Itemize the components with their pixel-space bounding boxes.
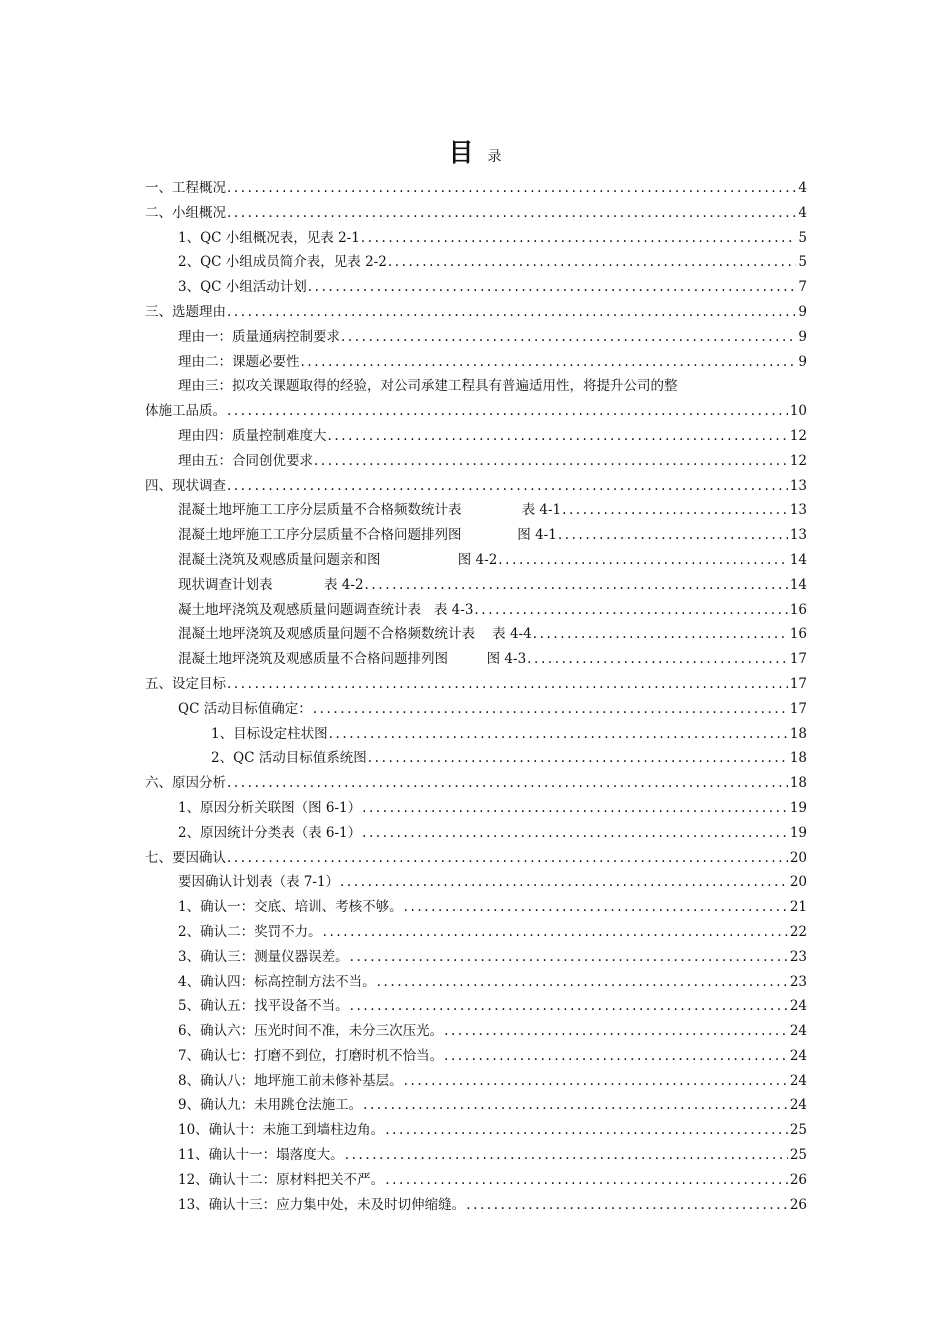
dot-leader [473, 598, 787, 623]
toc-ref-gap [421, 598, 434, 623]
dot-leader [344, 1143, 788, 1168]
toc-page-number: 24 [789, 1072, 807, 1089]
toc-entry[interactable] [145, 548, 807, 573]
dot-leader [367, 746, 788, 771]
toc-page-number: 17 [789, 700, 807, 717]
toc-entry[interactable] [145, 598, 807, 623]
toc-entry-text: QC 活动目标值确定： [178, 700, 312, 717]
dot-leader [327, 424, 788, 449]
dot-leader [339, 870, 788, 895]
toc-entry[interactable] [145, 1118, 807, 1143]
toc-entry-ref: 图 4-2 [457, 551, 498, 568]
toc-entry-text: 1、原因分析关联图（图 6-1） [178, 799, 362, 816]
toc-entry-text: 3、确认三：测量仪器误差。 [178, 948, 349, 965]
dot-leader [443, 1044, 788, 1069]
toc-entry-text: 5、确认五：找平设备不当。 [178, 998, 349, 1015]
dot-leader [526, 647, 788, 672]
toc-entry[interactable] [145, 920, 807, 945]
toc-entry-text: 3、QC 小组活动计划 [178, 279, 307, 296]
toc-entry[interactable] [145, 1093, 807, 1118]
toc-entry-text: 五、设定目标 [145, 675, 226, 692]
toc-page-number: 17 [789, 651, 807, 668]
toc-entry-text: 理由四：质量控制难度大 [178, 427, 327, 444]
toc-entry[interactable] [145, 771, 807, 796]
toc-entry-text: 2、原因统计分类表（表 6-1） [178, 824, 362, 841]
toc-entry-text: 理由五：合同创优要求 [178, 452, 313, 469]
dot-leader [364, 573, 788, 598]
dot-leader [226, 846, 788, 871]
toc-entry[interactable] [145, 201, 807, 226]
toc-entry[interactable] [145, 474, 807, 499]
dot-leader [376, 970, 788, 995]
toc-entry-text: 4、确认四：标高控制方法不当。 [178, 973, 376, 990]
toc-page-number: 9 [798, 328, 807, 345]
toc-page-number: 16 [789, 626, 807, 643]
dot-leader [360, 226, 797, 251]
table-of-contents [145, 176, 807, 1217]
toc-page-number: 16 [789, 601, 807, 618]
toc-entry-text: 1、确认一：交底、培训、考核不够。 [178, 899, 403, 916]
toc-page-number: 24 [789, 1023, 807, 1040]
dot-leader [226, 474, 788, 499]
toc-page-number: 9 [798, 303, 807, 320]
toc-entry[interactable] [145, 250, 807, 275]
toc-title-main: 目 [448, 138, 476, 167]
toc-ref-gap [462, 523, 518, 548]
dot-leader [313, 449, 788, 474]
toc-entry[interactable] [145, 1019, 807, 1044]
dot-leader [226, 672, 788, 697]
toc-page-number: 4 [798, 180, 807, 196]
toc-entry-text: 理由三：拟攻关课题取得的经验，对公司承建工程具有普遍适用性，将提升公司的整 [178, 378, 678, 395]
toc-page-number: 5 [798, 254, 807, 271]
dot-leader [532, 622, 788, 647]
toc-page-number: 13 [789, 477, 807, 494]
toc-page-number: 24 [789, 1047, 807, 1064]
toc-entry[interactable] [145, 846, 807, 871]
toc-page-number: 25 [789, 1122, 807, 1139]
toc-entry-text: 13、确认十三：应力集中处，未及时切伸缩缝。 [178, 1196, 466, 1213]
toc-entry-text: 混凝土地坪施工工序分层质量不合格问题排列图 [178, 527, 462, 544]
toc-entry[interactable] [145, 176, 807, 201]
dot-leader [557, 523, 788, 548]
toc-page-number: 12 [789, 427, 807, 444]
toc-entry[interactable] [145, 1193, 807, 1218]
toc-entry-text: 理由二：课题必要性 [178, 353, 300, 370]
toc-entry[interactable] [145, 1168, 807, 1193]
dot-leader [561, 498, 788, 523]
toc-entry-text: 六、原因分析 [145, 775, 226, 792]
dot-leader [307, 275, 797, 300]
toc-ref-gap [273, 573, 325, 598]
toc-entry-text: 9、确认九：未用跳仓法施工。 [178, 1097, 363, 1114]
toc-page-number: 19 [789, 799, 807, 816]
toc-page-number: 4 [798, 204, 807, 221]
toc-page-number: 26 [789, 1196, 807, 1213]
toc-entry-text: 现状调查计划表 [178, 576, 273, 593]
toc-page-number: 24 [789, 998, 807, 1015]
toc-entry[interactable] [145, 300, 807, 325]
dot-leader [362, 1093, 788, 1118]
toc-page-number: 18 [789, 725, 807, 742]
toc-entry-text: 二、小组概况 [145, 204, 226, 221]
toc-title [0, 133, 950, 169]
toc-entry[interactable] [145, 870, 807, 895]
toc-page-number: 10 [789, 403, 807, 420]
toc-entry[interactable] [145, 672, 807, 697]
dot-leader [340, 325, 796, 350]
toc-page-number: 23 [789, 948, 807, 965]
toc-entry-text: 1、QC 小组概况表，见表 2-1 [178, 229, 360, 246]
toc-page-number: 19 [789, 824, 807, 841]
toc-entry-text: 2、QC 活动目标值系统图 [211, 750, 367, 767]
toc-entry[interactable] [145, 523, 807, 548]
dot-leader [384, 1118, 788, 1143]
dot-leader [328, 722, 788, 747]
dot-leader [322, 920, 788, 945]
toc-entry-ref: 图 4-3 [486, 651, 527, 668]
toc-page-number: 13 [789, 502, 807, 519]
toc-entry-ref: 表 4-3 [433, 601, 474, 618]
toc-entry-text: 12、确认十二：原材料把关不严。 [178, 1171, 385, 1188]
toc-entry-text: 11、确认十一：塌落度大。 [178, 1147, 344, 1164]
dot-leader [312, 697, 788, 722]
toc-ref-gap [475, 622, 492, 647]
dot-leader [226, 399, 788, 424]
toc-entry-text: 2、QC 小组成员简介表，见表 2-2 [178, 254, 387, 271]
toc-entry[interactable] [145, 573, 807, 598]
toc-entry[interactable] [145, 275, 807, 300]
toc-entry[interactable] [145, 498, 807, 523]
toc-entry[interactable] [145, 746, 807, 771]
dot-leader [443, 1019, 788, 1044]
toc-page-number: 12 [789, 452, 807, 469]
toc-entry-text: 四、现状调查 [145, 477, 226, 494]
toc-entry-text: 混凝土浇筑及观感质量问题亲和图 [178, 551, 381, 568]
toc-entry-text: 7、确认七：打磨不到位，打磨时机不恰当。 [178, 1047, 444, 1064]
toc-page-number: 5 [798, 229, 807, 246]
dot-leader [361, 821, 788, 846]
dot-leader [465, 1193, 788, 1218]
toc-entry[interactable] [145, 325, 807, 350]
toc-entry-text: 体施工品质。 [145, 403, 226, 420]
toc-page-number: 24 [789, 1097, 807, 1114]
dot-leader [497, 548, 788, 573]
toc-entry[interactable] [145, 895, 807, 920]
toc-entry-ref: 表 4-2 [324, 576, 364, 593]
toc-entry-text: 10、确认十：未施工到墙柱边角。 [178, 1122, 385, 1139]
toc-entry-text: 6、确认六：压光时间不准，未分三次压光。 [178, 1023, 444, 1040]
toc-entry[interactable] [145, 424, 807, 449]
dot-leader [349, 994, 788, 1019]
dot-leader [403, 895, 788, 920]
dot-leader [384, 1168, 788, 1193]
toc-entry[interactable] [145, 994, 807, 1019]
toc-entry[interactable] [145, 374, 807, 399]
toc-entry[interactable] [145, 449, 807, 474]
toc-entry[interactable] [145, 622, 807, 647]
toc-entry-text: 2、确认二：奖罚不力。 [178, 923, 322, 940]
toc-page-number: 26 [789, 1171, 807, 1188]
toc-entry-ref: 表 4-4 [492, 626, 532, 643]
toc-page-number: 20 [789, 849, 807, 866]
dot-leader [387, 250, 797, 275]
toc-entry[interactable] [145, 350, 807, 375]
toc-page-number: 25 [789, 1147, 807, 1164]
toc-page-number: 7 [798, 279, 807, 296]
toc-entry-ref: 图 4-1 [517, 527, 557, 544]
toc-ref-gap [462, 498, 522, 523]
dot-leader [226, 201, 796, 226]
toc-entry-text: 七、要因确认 [145, 849, 226, 866]
toc-entry[interactable] [145, 821, 807, 846]
toc-page-number: 23 [789, 973, 807, 990]
toc-entry[interactable] [145, 1069, 807, 1094]
toc-page-number: 20 [789, 874, 807, 891]
toc-entry-text: 混凝土地坪浇筑及观感质量不合格问题排列图 [178, 651, 448, 668]
toc-entry-text: 要因确认计划表（表 7-1） [178, 874, 340, 891]
toc-page-number: 14 [789, 551, 807, 568]
toc-ref-gap [448, 647, 487, 672]
toc-entry[interactable] [145, 1143, 807, 1168]
toc-page-number: 17 [789, 675, 807, 692]
toc-entry[interactable] [145, 697, 807, 722]
toc-entry-continuation[interactable] [145, 399, 807, 424]
toc-entry[interactable] [145, 945, 807, 970]
toc-entry-text: 三、选题理由 [145, 303, 226, 320]
toc-entry[interactable] [145, 1044, 807, 1069]
toc-entry-text: 凝土地坪浇筑及观感质量问题调查统计表 [178, 601, 421, 618]
dot-leader [226, 771, 788, 796]
dot-leader [349, 945, 788, 970]
toc-entry[interactable] [145, 722, 807, 747]
toc-page-number: 13 [789, 527, 807, 544]
toc-page-number: 22 [789, 923, 807, 940]
toc-page-number: 14 [789, 576, 807, 593]
toc-title-second: 录 [487, 149, 502, 165]
toc-entry[interactable] [145, 796, 807, 821]
toc-page-number: 18 [789, 775, 807, 792]
toc-entry-text: 混凝土地坪浇筑及观感质量问题不合格频数统计表 [178, 626, 475, 643]
dot-leader [403, 1069, 788, 1094]
toc-entry-text: 8、确认八：地坪施工前未修补基层。 [178, 1072, 403, 1089]
dot-leader [226, 300, 796, 325]
toc-entry-text: 理由一：质量通病控制要求 [178, 328, 340, 345]
dot-leader [300, 350, 797, 375]
toc-entry-text: 混凝土地坪施工工序分层质量不合格频数统计表 [178, 502, 462, 519]
toc-ref-gap [381, 548, 458, 573]
dot-leader [361, 796, 788, 821]
dot-leader [226, 176, 796, 201]
toc-entry-ref: 表 4-1 [521, 502, 562, 519]
toc-entry[interactable] [145, 226, 807, 251]
toc-page-number: 18 [789, 750, 807, 767]
toc-entry-text: 1、目标设定柱状图 [211, 725, 328, 742]
toc-entry[interactable] [145, 970, 807, 995]
toc-entry-text: 一、工程概况 [145, 180, 226, 196]
toc-page-number: 21 [789, 899, 807, 916]
toc-page-number: 9 [798, 353, 807, 370]
toc-entry[interactable] [145, 647, 807, 672]
